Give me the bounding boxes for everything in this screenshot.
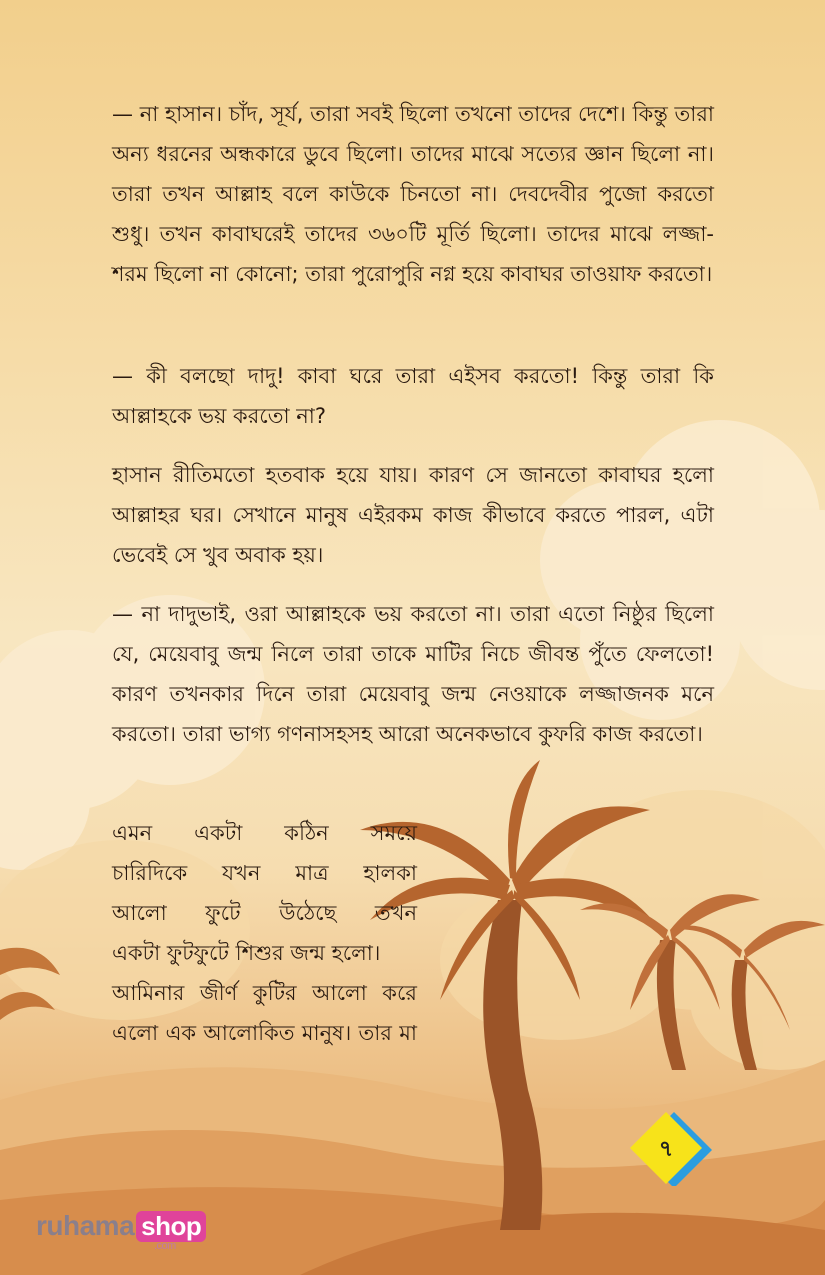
poem-line: আমিনার জীর্ণ কুটির আলো করে [112, 981, 417, 1005]
logo-sub-text: .com [154, 1240, 176, 1252]
logo-shop-text: shop [136, 1211, 206, 1242]
paragraph-3: হাসান রীতিমতো হতবাক হয়ে যায়। কারণ সে জানতো কাবাঘর হলো আল্লাহর ঘর। সেখানে মানুষ এইরকম কাজ কীভাবে করতে পারল, এটা ভেবেই সে খুব অবাক হয়। [112, 463, 714, 567]
page-number: ৭ [658, 1137, 674, 1162]
poem-line: এমন একটা কঠিন সময়ে [112, 821, 417, 845]
paragraph-1: — না হাসান। চাঁদ, সূর্য, তারা সবই ছিলো তখনো তাদের দেশে। কিন্তু তারা অন্য ধরনের অন্ধকারে ডুবে ছিলো। তাদের মাঝে সত্যের জ্ঞান ছিলো না। তারা তখন আল্লাহ বলে কাউকে চিনতো না। দেবদেবীর পুজো করতো শুধু। তখন কাবাঘরেই তাদের ৩৬০টি মূর্তি ছিলো। তাদের মাঝে লজ্জা-শরম ছিলো না কোনো; তারা পুরোপুরি নগ্ন হয়ে কাবাঘর তাওয়াফ করতো। [112, 102, 714, 286]
poem-line: একটা ফুটফুটে শিশুর জন্ম হলো। [112, 941, 381, 965]
poem-line: এলো এক আলোকিত মানুষ। তার মা [112, 1021, 417, 1045]
watermark-logo [36, 1210, 206, 1252]
logo-main-text: ruhama [36, 1210, 135, 1241]
poem-block [112, 813, 417, 1053]
poem-line: আলো ফুটে উঠেছে তখন [112, 901, 417, 925]
page-number-badge [626, 1110, 714, 1186]
poem-line: চারিদিকে যখন মাত্র হালকা [112, 861, 417, 885]
paragraph-2: — কী বলছো দাদু! কাবা ঘরে তারা এইসব করতো! কিন্তু তারা কি আল্লাহকে ভয় করতো না? [112, 364, 714, 428]
paragraph-4: — না দাদুভাই, ওরা আল্লাহকে ভয় করতো না। তারা এতো নিষ্ঠুর ছিলো যে, মেয়েবাবু জন্ম নিলে তারা তাকে মাটির নিচে জীবন্ত পুঁতে ফেলতো! কারণ তখনকার দিনে তারা মেয়েবাবু জন্ম নেওয়াকে লজ্জাজনক মনে করতো। তারা ভাগ্য গণনাসহসহ আরো অনেকভাবে কুফরি কাজ করতো। [112, 602, 714, 746]
